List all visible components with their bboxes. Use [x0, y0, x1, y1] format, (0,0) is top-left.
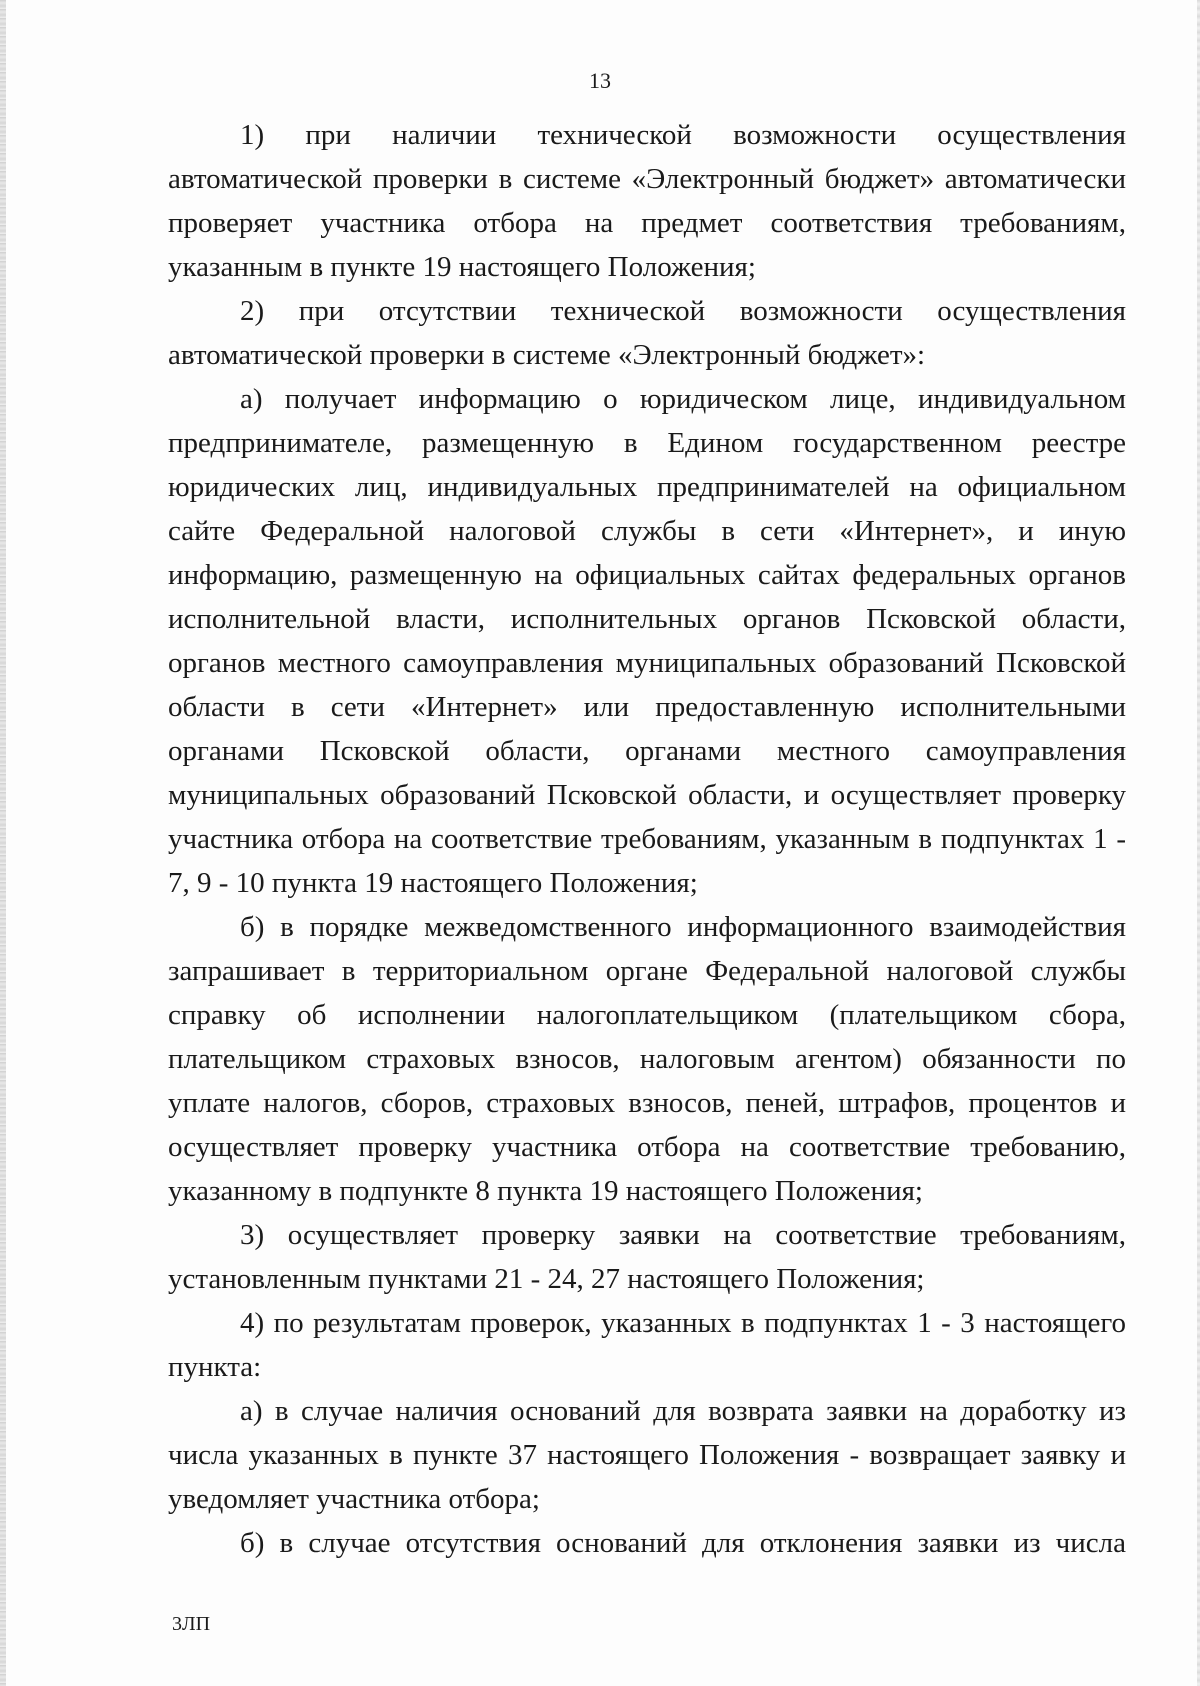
paragraph-2: 2) при отсутствии технической возможности осуществления автоматической проверки в системе «Электронный бюджет»: — [168, 295, 1126, 371]
paragraph-3: 3) осуществляет проверку заявки на соответствие требованиям, установленным пунктами 21 - 24, 27 настоящего Положения; — [168, 1219, 1126, 1295]
scan-edge-left — [0, 0, 6, 1686]
document-body — [168, 113, 1126, 1565]
footer-code: 3ЛП — [172, 1613, 211, 1635]
paragraph-2b: б) в порядке межведомственного информационного взаимодействия запрашивает в территориальном органе Федеральной налоговой службы справку об исполнении налогоплательщиком (плательщиком сбора, плательщиком страховых взносов, налоговым агентом) обязанности по уплате налогов, сборов, страховых взносов, пеней, штрафов, процентов и осуществляет проверку участника отбора на соответствие требованию, указанному в подпункте 8 пункта 19 настоящего Положения; — [168, 911, 1126, 1207]
paragraph-4: 4) по результатам проверок, указанных в подпунктах 1 - 3 настоящего пункта: — [168, 1307, 1126, 1383]
paragraph-2a: а) получает информацию о юридическом лице, индивидуальном предпринимателе, размещенную в Едином государственном реестре юридических лиц, индивидуальных предпринимателей на официальном сайте Федеральной налоговой службы в сети «Интернет», и иную информацию, размещенную на официальных сайтах федеральных органов исполнительной власти, исполнительных органов Псковской области, органов местного самоуправления муниципальных образований Псковской области в сети «Интернет» или предоставленную исполнительными органами Псковской области, органами местного самоуправления муниципальных образований Псковской области, и осуществляет проверку участника отбора на соответствие требованиям, указанным в подпунктах 1 - 7, 9 - 10 пункта 19 настоящего Положения; — [168, 383, 1126, 899]
page-number: 13 — [589, 68, 611, 93]
paragraph-1: 1) при наличии технической возможности осуществления автоматической проверки в системе «Электронный бюджет» автоматически проверяет участника отбора на предмет соответствия требованиям, указанным в пункте 19 настоящего Положения; — [168, 119, 1126, 283]
paragraph-4a: а) в случае наличия оснований для возврата заявки на доработку из числа указанных в пункте 37 настоящего Положения - возвращает заявку и уведомляет участника отбора; — [168, 1395, 1126, 1515]
paragraph-4b: б) в случае отсутствия оснований для отклонения заявки из числа — [240, 1527, 1126, 1559]
